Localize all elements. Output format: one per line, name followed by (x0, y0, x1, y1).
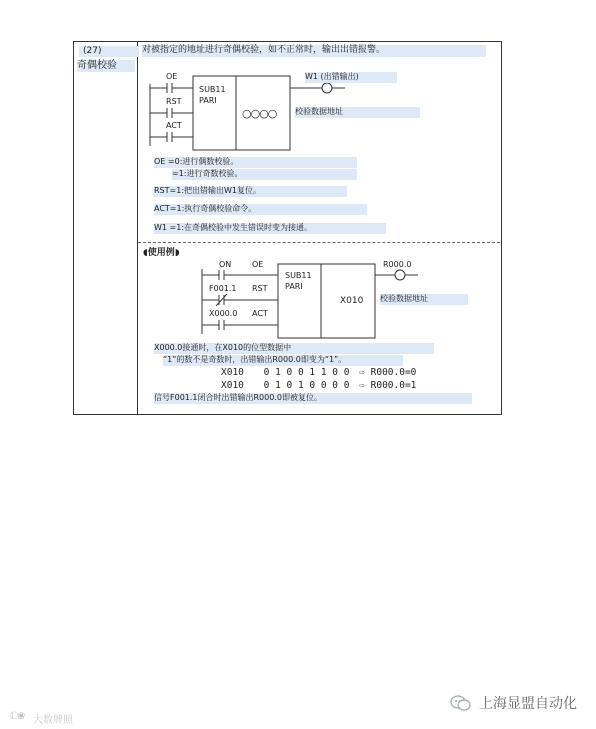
example-heading: ◖使用例◗ (143, 248, 180, 258)
contact-label-rst: RST (166, 97, 182, 106)
example-row-1-addr: X010 (221, 367, 244, 378)
watermark-logo-icon: ℂ❀ (10, 711, 26, 722)
note-oe-0: OE =0:进行偶数校验。 (154, 157, 357, 168)
example-contact-label-act: ACT (252, 309, 268, 318)
entry-description: 对被指定的地址进行奇偶校验，如不正常时，输出出错报警。 (142, 45, 486, 57)
example-contact-addr-x0000: X000.0 (209, 309, 238, 318)
example-output-label: R000.0 (383, 260, 412, 269)
function-name: PARI (199, 96, 217, 105)
example-contact-addr-on: ON (219, 260, 232, 269)
example-function-code: SUB11 (285, 271, 312, 280)
example-explain-1: X000.0接通时，在X010的位型数据中 (154, 343, 434, 354)
bracket-right-icon: ◗ (174, 248, 180, 258)
example-contact-label-rst: RST (252, 284, 268, 293)
note-oe-1: =1:进行奇数校验。 (172, 169, 357, 180)
function-code: SUB11 (199, 85, 226, 94)
contact-label-oe: OE (166, 72, 178, 81)
note-rst: RST=1:把出错输出W1复位。 (154, 186, 347, 197)
param-note: 校验数据地址 (295, 107, 420, 118)
example-row-1-bits: 0 1 0 0 1 1 0 0 (263, 367, 350, 378)
arrow-right-icon: ⇨ (359, 367, 365, 378)
entry-name: 奇偶校验 (77, 60, 135, 72)
bracket-left-icon: ◖ (143, 248, 148, 258)
contact-label-act: ACT (166, 121, 182, 130)
example-parameter: X010 (340, 296, 364, 306)
footer-brand: 上海显盟自动化 (479, 696, 577, 712)
note-act: ACT=1:执行奇偶校验命令。 (154, 204, 367, 215)
wechat-icon (450, 694, 472, 712)
example-row-1-result: R000.0=0 (370, 367, 417, 378)
example-row-1 (221, 367, 416, 378)
example-contact-label-oe: OE (252, 260, 264, 269)
output-coil-label: W1 (305, 72, 318, 81)
output-coil-note: (出错输出) (320, 72, 359, 81)
example-param-note: 校验数据地址 (380, 294, 468, 305)
example-explain-2: “1”的数不是奇数时，出错输出R000.0即变为“1”。 (163, 355, 403, 366)
arrow-right-icon: ⇨ (359, 380, 365, 391)
example-explain-3: 信号F001.1闭合时出错输出R000.0即被复位。 (154, 393, 472, 404)
example-row-2-bits: 0 1 0 1 0 0 0 0 (263, 380, 350, 391)
example-contact-addr-f0011: F001.1 (209, 284, 237, 293)
note-w1: W1 =1:在奇偶校验中发生错误时变为接通。 (154, 223, 386, 234)
entry-number: (27) (79, 46, 139, 57)
parameter-placeholder: ○○○○ (242, 107, 277, 120)
example-row-2-addr: X010 (221, 380, 244, 391)
watermark-text: 大数牌照 (33, 715, 73, 726)
example-function-name: PARI (285, 282, 303, 291)
example-row-2-result: R000.0=1 (370, 380, 417, 391)
example-row-2 (221, 380, 416, 391)
